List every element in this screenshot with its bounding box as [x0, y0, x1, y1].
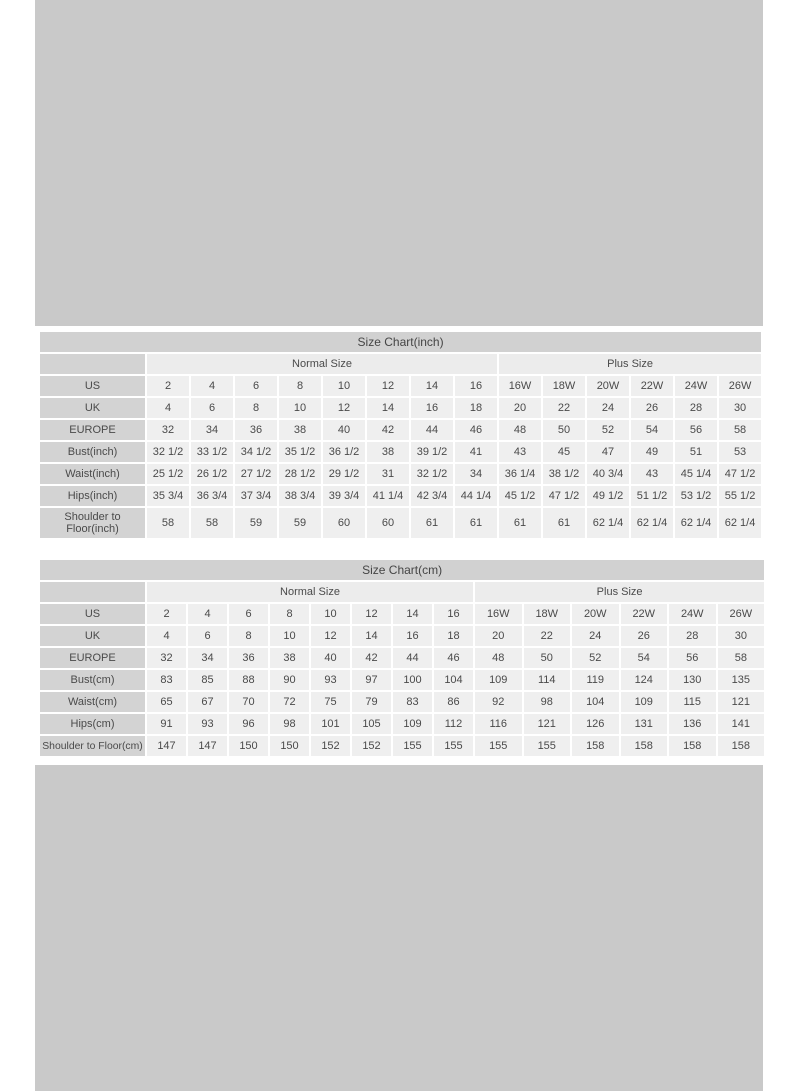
size-value: 40 3/4	[587, 464, 629, 484]
row-label: Bust(cm)	[40, 670, 145, 690]
size-value: 6	[191, 398, 233, 418]
size-row-europe	[40, 648, 764, 668]
size-value: 61	[455, 508, 497, 538]
size-value: 54	[631, 420, 673, 440]
size-value: 28	[675, 398, 717, 418]
size-value: 116	[475, 714, 522, 734]
size-chart-inch	[38, 330, 763, 540]
size-value: 55 1/2	[719, 486, 761, 506]
size-value: 126	[572, 714, 619, 734]
size-value: 18	[434, 626, 473, 646]
size-value: 141	[718, 714, 765, 734]
size-value: 114	[524, 670, 571, 690]
size-value: 130	[669, 670, 716, 690]
size-value: 45 1/4	[675, 464, 717, 484]
size-value: 155	[475, 736, 522, 756]
size-value: 96	[229, 714, 268, 734]
table-title-row	[40, 560, 764, 580]
size-value: 8	[279, 376, 321, 396]
size-value: 20W	[587, 376, 629, 396]
size-value: 155	[524, 736, 571, 756]
row-label: Hips(cm)	[40, 714, 145, 734]
size-value: 58	[191, 508, 233, 538]
size-value: 53 1/2	[675, 486, 717, 506]
size-value: 50	[543, 420, 585, 440]
size-value: 26 1/2	[191, 464, 233, 484]
size-value: 41	[455, 442, 497, 462]
size-value: 61	[411, 508, 453, 538]
size-value: 83	[393, 692, 432, 712]
size-value: 18	[455, 398, 497, 418]
product-image-placeholder-bottom	[35, 765, 763, 1091]
size-value: 109	[621, 692, 668, 712]
size-value: 16	[434, 604, 473, 624]
product-image-placeholder-top	[35, 0, 763, 326]
size-value: 38	[367, 442, 409, 462]
size-value: 38	[270, 648, 309, 668]
size-value: 60	[323, 508, 365, 538]
size-value: 8	[229, 626, 268, 646]
size-row-bust-inch	[40, 442, 761, 462]
size-value: 8	[270, 604, 309, 624]
size-row-uk	[40, 626, 764, 646]
size-value: 37 3/4	[235, 486, 277, 506]
size-value: 10	[311, 604, 350, 624]
size-value: 59	[235, 508, 277, 538]
size-value: 44 1/4	[455, 486, 497, 506]
size-value: 32	[147, 648, 186, 668]
size-value: 35 3/4	[147, 486, 189, 506]
size-value: 75	[311, 692, 350, 712]
table-title-row	[40, 332, 761, 352]
size-row-shoulder-to-floor-inch	[40, 508, 761, 538]
size-value: 136	[669, 714, 716, 734]
size-value: 34	[188, 648, 227, 668]
size-value: 26W	[718, 604, 765, 624]
row-label: EUROPE	[40, 420, 145, 440]
row-label: UK	[40, 398, 145, 418]
size-value: 39 3/4	[323, 486, 365, 506]
size-chart-panel	[0, 326, 800, 765]
size-value: 31	[367, 464, 409, 484]
size-value: 56	[669, 648, 716, 668]
size-value: 86	[434, 692, 473, 712]
size-value: 119	[572, 670, 619, 690]
size-value: 46	[455, 420, 497, 440]
size-value: 8	[235, 398, 277, 418]
size-value: 26W	[719, 376, 761, 396]
size-value: 4	[147, 626, 186, 646]
size-value: 2	[147, 376, 189, 396]
size-value: 32	[147, 420, 189, 440]
group-header-row	[40, 582, 764, 602]
size-value: 26	[621, 626, 668, 646]
size-value: 44	[411, 420, 453, 440]
size-value: 88	[229, 670, 268, 690]
size-value: 40	[323, 420, 365, 440]
size-value: 26	[631, 398, 673, 418]
size-value: 58	[719, 420, 761, 440]
size-row-uk	[40, 398, 761, 418]
size-value: 48	[475, 648, 522, 668]
size-value: 4	[147, 398, 189, 418]
size-value: 18W	[543, 376, 585, 396]
size-row-bust-cm	[40, 670, 764, 690]
size-value: 100	[393, 670, 432, 690]
size-value: 18W	[524, 604, 571, 624]
size-chart-inch-table	[38, 330, 763, 540]
size-row-hips-inch	[40, 486, 761, 506]
size-value: 158	[718, 736, 765, 756]
size-value: 56	[675, 420, 717, 440]
size-value: 12	[367, 376, 409, 396]
size-value: 43	[631, 464, 673, 484]
size-value: 20W	[572, 604, 619, 624]
size-chart-cm	[38, 558, 766, 758]
size-value: 104	[434, 670, 473, 690]
row-label: US	[40, 376, 145, 396]
size-value: 47	[587, 442, 629, 462]
size-value: 32 1/2	[411, 464, 453, 484]
size-value: 105	[352, 714, 391, 734]
size-value: 20	[499, 398, 541, 418]
size-value: 25 1/2	[147, 464, 189, 484]
size-value: 101	[311, 714, 350, 734]
size-value: 54	[621, 648, 668, 668]
size-value: 112	[434, 714, 473, 734]
size-value: 62 1/4	[631, 508, 673, 538]
size-value: 24W	[669, 604, 716, 624]
size-value: 59	[279, 508, 321, 538]
size-value: 152	[352, 736, 391, 756]
size-value: 158	[621, 736, 668, 756]
size-value: 93	[311, 670, 350, 690]
size-value: 34	[191, 420, 233, 440]
size-value: 14	[411, 376, 453, 396]
size-value: 58	[718, 648, 765, 668]
size-value: 97	[352, 670, 391, 690]
size-value: 12	[311, 626, 350, 646]
row-label: Waist(inch)	[40, 464, 145, 484]
size-value: 24W	[675, 376, 717, 396]
table-title: Size Chart(cm)	[40, 560, 764, 580]
row-label: Shoulder to Floor(cm)	[40, 736, 145, 756]
size-value: 93	[188, 714, 227, 734]
size-value: 10	[270, 626, 309, 646]
size-value: 150	[229, 736, 268, 756]
size-value: 34 1/2	[235, 442, 277, 462]
corner-cell	[40, 582, 145, 602]
size-value: 98	[524, 692, 571, 712]
size-value: 12	[323, 398, 365, 418]
size-value: 147	[147, 736, 186, 756]
size-value: 22W	[621, 604, 668, 624]
size-value: 39 1/2	[411, 442, 453, 462]
size-value: 41 1/4	[367, 486, 409, 506]
size-value: 124	[621, 670, 668, 690]
size-value: 4	[191, 376, 233, 396]
size-value: 10	[279, 398, 321, 418]
size-value: 29 1/2	[323, 464, 365, 484]
group-plus-size: Plus Size	[499, 354, 761, 374]
size-value: 67	[188, 692, 227, 712]
size-value: 51	[675, 442, 717, 462]
row-label: EUROPE	[40, 648, 145, 668]
size-row-hips-cm	[40, 714, 764, 734]
size-value: 6	[235, 376, 277, 396]
size-value: 121	[718, 692, 765, 712]
size-value: 51 1/2	[631, 486, 673, 506]
size-value: 150	[270, 736, 309, 756]
size-value: 14	[393, 604, 432, 624]
size-value: 47 1/2	[543, 486, 585, 506]
size-value: 40	[311, 648, 350, 668]
size-value: 58	[147, 508, 189, 538]
size-row-europe	[40, 420, 761, 440]
size-value: 70	[229, 692, 268, 712]
row-label: US	[40, 604, 145, 624]
size-chart-cm-table	[38, 558, 766, 758]
row-label: Hips(inch)	[40, 486, 145, 506]
size-value: 38	[279, 420, 321, 440]
size-value: 83	[147, 670, 186, 690]
row-label: UK	[40, 626, 145, 646]
size-value: 42	[352, 648, 391, 668]
size-value: 36 3/4	[191, 486, 233, 506]
size-value: 36	[229, 648, 268, 668]
size-value: 24	[587, 398, 629, 418]
size-value: 24	[572, 626, 619, 646]
size-value: 14	[352, 626, 391, 646]
size-value: 52	[587, 420, 629, 440]
size-value: 16	[411, 398, 453, 418]
size-value: 61	[543, 508, 585, 538]
size-value: 34	[455, 464, 497, 484]
size-value: 38 1/2	[543, 464, 585, 484]
size-value: 90	[270, 670, 309, 690]
size-value: 98	[270, 714, 309, 734]
size-value: 36 1/4	[499, 464, 541, 484]
size-value: 49 1/2	[587, 486, 629, 506]
size-value: 16W	[475, 604, 522, 624]
size-value: 38 3/4	[279, 486, 321, 506]
size-value: 30	[718, 626, 765, 646]
size-value: 46	[434, 648, 473, 668]
size-value: 22	[543, 398, 585, 418]
size-value: 10	[323, 376, 365, 396]
size-value: 42 3/4	[411, 486, 453, 506]
size-value: 22W	[631, 376, 673, 396]
size-value: 20	[475, 626, 522, 646]
size-row-waist-inch	[40, 464, 761, 484]
size-row-shoulder-to-floor-cm	[40, 736, 764, 756]
size-value: 45	[543, 442, 585, 462]
size-value: 48	[499, 420, 541, 440]
size-value: 22	[524, 626, 571, 646]
size-value: 49	[631, 442, 673, 462]
size-value: 65	[147, 692, 186, 712]
size-value: 30	[719, 398, 761, 418]
row-label: Waist(cm)	[40, 692, 145, 712]
size-value: 158	[572, 736, 619, 756]
size-value: 155	[393, 736, 432, 756]
size-value: 109	[393, 714, 432, 734]
size-value: 14	[367, 398, 409, 418]
size-value: 35 1/2	[279, 442, 321, 462]
size-value: 45 1/2	[499, 486, 541, 506]
size-value: 91	[147, 714, 186, 734]
group-normal-size: Normal Size	[147, 354, 497, 374]
size-value: 62 1/4	[675, 508, 717, 538]
size-value: 28	[669, 626, 716, 646]
size-value: 28 1/2	[279, 464, 321, 484]
size-row-waist-cm	[40, 692, 764, 712]
size-value: 155	[434, 736, 473, 756]
size-value: 61	[499, 508, 541, 538]
size-row-us	[40, 604, 764, 624]
size-value: 32 1/2	[147, 442, 189, 462]
size-value: 4	[188, 604, 227, 624]
size-value: 16	[455, 376, 497, 396]
size-value: 36 1/2	[323, 442, 365, 462]
size-value: 36	[235, 420, 277, 440]
group-header-row	[40, 354, 761, 374]
size-value: 135	[718, 670, 765, 690]
size-value: 79	[352, 692, 391, 712]
row-label: Bust(inch)	[40, 442, 145, 462]
corner-cell	[40, 354, 145, 374]
size-value: 109	[475, 670, 522, 690]
size-value: 152	[311, 736, 350, 756]
size-value: 62 1/4	[587, 508, 629, 538]
group-normal-size: Normal Size	[147, 582, 473, 602]
size-value: 33 1/2	[191, 442, 233, 462]
size-value: 44	[393, 648, 432, 668]
size-value: 50	[524, 648, 571, 668]
size-value: 47 1/2	[719, 464, 761, 484]
group-plus-size: Plus Size	[475, 582, 764, 602]
size-value: 158	[669, 736, 716, 756]
size-value: 85	[188, 670, 227, 690]
size-value: 72	[270, 692, 309, 712]
size-value: 52	[572, 648, 619, 668]
size-value: 12	[352, 604, 391, 624]
row-label: Shoulder to Floor(inch)	[40, 508, 145, 538]
size-value: 131	[621, 714, 668, 734]
size-value: 16	[393, 626, 432, 646]
size-value: 147	[188, 736, 227, 756]
size-row-us	[40, 376, 761, 396]
size-value: 62 1/4	[719, 508, 761, 538]
size-value: 92	[475, 692, 522, 712]
table-title: Size Chart(inch)	[40, 332, 761, 352]
size-value: 115	[669, 692, 716, 712]
size-value: 104	[572, 692, 619, 712]
size-value: 60	[367, 508, 409, 538]
size-value: 121	[524, 714, 571, 734]
size-value: 6	[229, 604, 268, 624]
size-value: 6	[188, 626, 227, 646]
size-value: 42	[367, 420, 409, 440]
size-value: 53	[719, 442, 761, 462]
size-value: 43	[499, 442, 541, 462]
size-value: 16W	[499, 376, 541, 396]
size-value: 27 1/2	[235, 464, 277, 484]
size-value: 2	[147, 604, 186, 624]
